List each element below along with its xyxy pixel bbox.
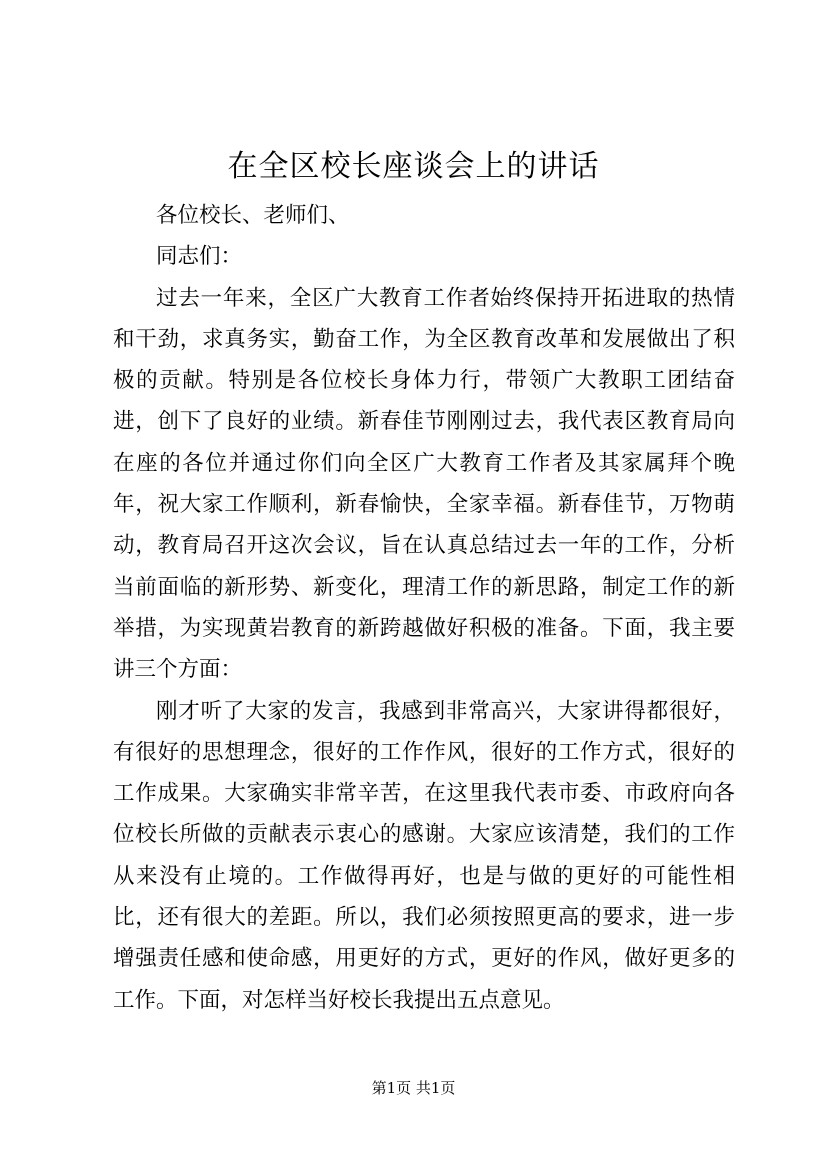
page-footer: 第1页 共1页 [371, 1079, 456, 1097]
salutation-line-1: 各位校长、老师们、 [156, 203, 350, 228]
document-title: 在全区校长座谈会上的讲话 [227, 149, 600, 184]
body-paragraph-2: 刚才听了大家的发言，我感到非常高兴，大家讲得都很好，有很好的思想理念，很好的工作作风，很好的工作方式，很好的工作成果。大家确实非常辛苦，在这里我代表市委、市政府向各位校长所做的贡献表示衷心的感谢。大家应该清楚，我们的工作从来没有止境的。工作做得再好，也是与做的更好的可能性相比，还有很大的差距。所以，我们必须按照更高的要求，进一步增强责任感和使命感，用更好的方式，更好的作风，做好更多的工作。下面，对怎样当好校长我提出五点意见。 [113, 698, 735, 1013]
document-body [113, 195, 735, 1021]
body-paragraph-1: 过去一年来，全区广大教育工作者始终保持开拓进取的热情和干劲，求真务实，勤奋工作，为全区教育改革和发展做出了积极的贡献。特别是各位校长身体力行，带领广大教职工团结奋进，创下了良好的业绩。新春佳节刚刚过去，我代表区教育局向在座的各位并通过你们向全区广大教育工作者及其家属拜个晚年，祝大家工作顺利，新春愉快，全家幸福。新春佳节，万物萌动，教育局召开这次会议，旨在认真总结过去一年的工作，分析当前面临的新形势、新变化，理清工作的新思路，制定工作的新举措，为实现黄岩教育的新跨越做好积极的准备。下面，我主要讲三个方面： [113, 285, 735, 683]
salutation-line-2: 同志们： [156, 244, 243, 270]
